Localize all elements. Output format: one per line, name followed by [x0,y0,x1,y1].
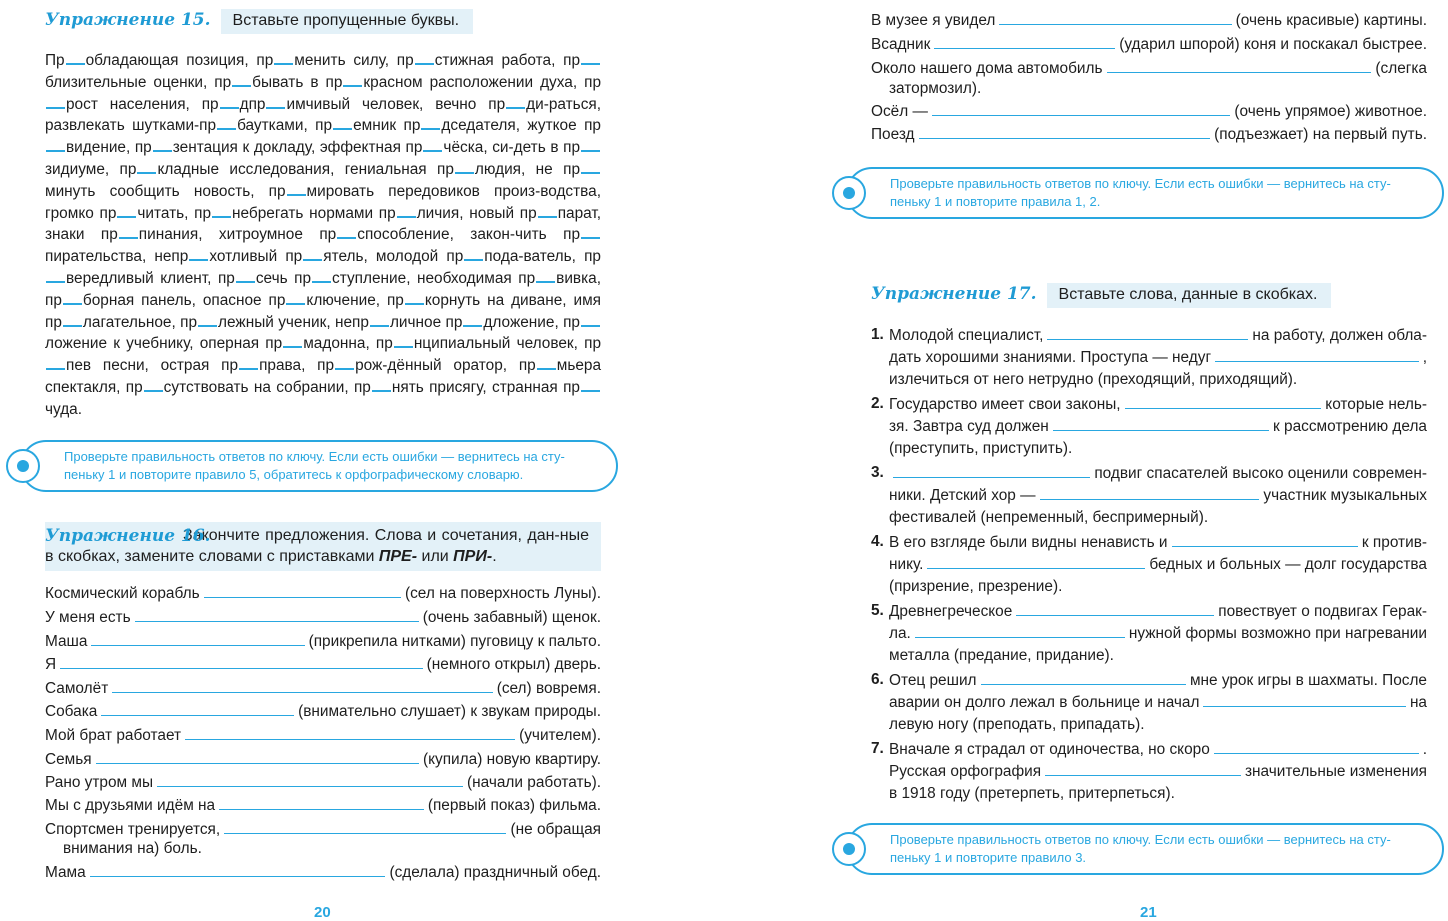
answer-blank[interactable] [1172,546,1358,547]
letter-blank[interactable] [581,137,600,152]
item-line [889,346,1427,367]
answer-blank[interactable] [999,24,1231,25]
letter-blank[interactable] [239,355,258,370]
exercise-15-header [45,9,473,34]
fill-line-end: (внимательно слушает) к звукам природы. [298,703,601,720]
fill-line-end: (купила) новую квартиру. [423,751,601,768]
fill-line-end: (ударил шпорой) коня и поскакал быстрее. [1119,36,1427,53]
letter-blank[interactable] [63,312,82,327]
item-line [889,462,1427,483]
item-line-end: к против- [1361,534,1427,551]
item-line-end: нужной формы возможно при нагревании [1128,625,1427,642]
check-note-1-text: Проверьте правильность ответов по ключу. Если есть ошибки — вернитесь на сту-пеньку 1 и повторите правило 5, обратитесь к орфографическому словарю. [64,449,565,482]
item-line [889,415,1427,436]
item-line-start: Вначале я страдал от одиночества, но скоро [889,741,1210,758]
exercise-15-text: Пр обладающая позиция, пр менить силу, пр стижная работа, прблизительные оценки, пр бывать в пр красном расположении духа, пррост населения, пр дпр имчивый человек, вечно пр ди-раться, развлекать шутками-пр баутками, пр емник пр дседателя, жуткое првидение, пр зентация к докладу, эффектная пр чёска, си-деть в прзидиуме, пр кладные исследования, гениальная пр людия, не прминуть сообщить новость, пр мировать передовиков произ-водства, громко пр читать, пр небрегать нормами пр личия, новый пр парат, знаки пр пинания, хитроумное пр способление, закон-чить прпирательства, непр хотливый пр ятель, молодой пр пода-ватель, првередливый клиент, пр сечь пр ступление, необходимая пр вивка, пр борная панель, опасное пр ключение, пр корнуть на диване, имя пр лагательное, пр лежный ученик, непр личное пр дложение, прложение к учебнику, оперная пр мадонна, пр нципиальный человек, прпев песни, острая пр права, пр рож-дённый оратор, пр мьера спектакля, пр сутствовать на собрании, пр нять присягу, странная прчуда. [45,52,602,418]
answer-blank[interactable] [1107,72,1372,73]
letter-blank[interactable] [463,312,482,327]
item-line-end: , [1422,349,1427,366]
item-line-last: (призрение, презрение). [889,578,1063,595]
letter-blank[interactable] [581,159,600,174]
item-line-last: фестивалей (непременный, беспримерный). [889,509,1209,526]
check-note-3 [846,823,1444,875]
item-line-last: в 1918 году (претерпеть, притерпеться). [889,785,1175,802]
letter-blank[interactable] [46,137,65,152]
letter-blank[interactable] [46,94,65,109]
letter-blank[interactable] [370,312,389,327]
fill-line [45,677,601,698]
item-line-start: нику. [889,556,924,573]
letter-blank[interactable] [117,203,136,218]
letter-blank[interactable] [405,290,424,305]
item-line-end: повествует о подвигах Герак- [1218,603,1427,620]
letter-blank[interactable] [335,355,354,370]
answer-blank[interactable] [1215,361,1419,362]
answer-blank[interactable] [96,763,419,764]
answer-blank[interactable] [1016,615,1214,616]
fill-line [45,630,601,651]
item-number: 2. [871,395,884,412]
letter-blank[interactable] [274,50,293,65]
answer-blank[interactable] [204,597,401,598]
exercise-16-task-text: Закончите предложения. Слова и сочетания, дан-ные в скобках, замените словами с приставками [45,527,589,565]
item-line-end: . [1422,741,1427,758]
letter-blank[interactable] [66,50,85,65]
answer-blank[interactable] [893,477,1090,478]
letter-blank[interactable] [455,159,474,174]
fill-line-start: Маша [45,633,88,650]
item-number: 7. [871,740,884,757]
answer-blank[interactable] [157,786,463,787]
item-line-end: которые нель- [1325,396,1427,413]
item-line-last: (преступить, приступить). [889,440,1073,457]
answer-blank[interactable] [1040,499,1260,500]
item-number: 5. [871,602,884,619]
letter-blank[interactable] [46,268,65,283]
fill-line-start: Всадник [871,36,931,53]
answer-blank[interactable] [91,645,304,646]
letter-blank[interactable] [506,94,525,109]
page-number-right: 21 [1140,904,1157,921]
letter-blank[interactable] [119,224,138,239]
answer-blank[interactable] [934,48,1115,49]
fill-line-start: Осёл — [871,103,928,120]
letter-blank[interactable] [397,203,416,218]
fill-line-end: (подъезжает) на первый путь. [1214,126,1427,143]
exercise-16-number: Упражнение 16. [45,526,211,546]
letter-blank[interactable] [220,94,239,109]
letter-blank[interactable] [287,181,306,196]
item-line-last: левую ногу (преподать, припадать). [889,716,1145,733]
check-note-3-text: Проверьте правильность ответов по ключу. Если есть ошибки — вернитесь на сту-пеньку 1 и повторите правило 3. [890,832,1391,865]
answer-blank[interactable] [919,138,1211,139]
item-line-end: к рассмотрению дела [1273,418,1427,435]
fill-line-start: Поезд [871,126,915,143]
target-icon [6,449,40,483]
fill-line [45,606,601,627]
answer-blank[interactable] [932,115,1230,116]
item-line-end: участник музыкальных [1263,487,1427,504]
fill-line-start: Рано утром мы [45,774,154,791]
letter-blank[interactable] [423,137,442,152]
fill-line-end: (сел на поверхность Луны). [404,585,601,602]
answer-blank[interactable] [101,715,294,716]
prefix-pri: ПРИ- [453,548,493,565]
item-line [889,393,1427,414]
answer-blank[interactable] [1214,753,1419,754]
item-line-end: бедных и больных — долг государства [1149,556,1427,573]
prefix-pre: ПРЕ- [378,548,418,565]
item-line [889,738,1427,759]
answer-blank[interactable] [981,684,1186,685]
item-line [889,600,1427,621]
exercise-17-task: Вставьте слова, данные в скобках. [1047,283,1332,308]
item-line-end: значительные изменения [1245,763,1427,780]
letter-blank[interactable] [581,377,600,392]
exercise-17-header [871,283,1331,308]
item-line-last: металла (предание, придание). [889,647,1114,664]
check-note-2 [846,167,1444,219]
letter-blank[interactable] [46,355,65,370]
item-line [889,531,1427,552]
item-line-end: подвиг спасателей высоко оценили современ- [1094,465,1427,482]
letter-blank[interactable] [63,290,82,305]
letter-blank[interactable] [581,50,600,65]
exercise-17-number: Упражнение 17. [871,284,1037,304]
fill-line-end: (сделала) праздничный обед. [389,864,601,881]
fill-line-end: (учителем). [519,727,601,744]
letter-blank[interactable] [415,50,434,65]
letter-blank[interactable] [303,246,322,261]
answer-blank[interactable] [1045,775,1241,776]
letter-blank[interactable] [312,268,331,283]
fill-line [45,748,601,769]
answer-blank[interactable] [927,568,1145,569]
answer-blank[interactable] [1047,339,1248,340]
letter-blank[interactable] [232,72,251,87]
answer-blank[interactable] [224,833,506,834]
item-line [889,484,1427,505]
target-icon [832,176,866,210]
item-line-start: аварии он долго лежал в больнице и начал [889,694,1200,711]
fill-line-start: Собака [45,703,98,720]
item-number: 6. [871,671,884,688]
letter-blank[interactable] [581,224,600,239]
fill-line-end: (немного открыл) дверь. [426,656,601,673]
answer-blank[interactable] [60,668,423,669]
item-line-start: Государство имеет свои законы, [889,396,1121,413]
item-line-start: дать хорошими знаниями. Проступа — недуг [889,349,1212,366]
item-line [889,691,1427,712]
fill-line-end: (не обращая [510,821,601,838]
fill-line-end: (очень красивые) картины. [1235,12,1427,29]
letter-blank[interactable] [198,312,217,327]
answer-blank[interactable] [112,692,492,693]
item-line-end: мне урок игры в шахматы. После [1189,672,1427,689]
answer-blank[interactable] [1053,430,1269,431]
fill-line-start: Около нашего дома автомобиль [871,60,1103,77]
fill-line-start: У меня есть [45,609,131,626]
answer-blank[interactable] [135,621,419,622]
answer-blank[interactable] [1203,706,1405,707]
letter-blank[interactable] [189,246,208,261]
fill-line [45,794,601,815]
item-line-last: излечиться от него нетрудно (преходящий, приходящий). [889,371,1298,388]
item-line [889,669,1427,690]
fill-line-end: (начали работать). [467,774,601,791]
fill-line-end: (очень забавный) щенок. [422,609,601,626]
fill-line-start: Мама [45,864,86,881]
item-number: 3. [871,464,884,481]
fill-line [871,33,1427,54]
fill-line [45,724,601,745]
letter-blank[interactable] [153,137,172,152]
fill-line-continuation: затормозил). [889,80,982,97]
or-word: или [417,548,454,565]
letter-blank[interactable] [394,333,413,348]
fill-line-start: Самолёт [45,680,109,697]
answer-blank[interactable] [185,739,515,740]
task-dot: . [492,548,497,565]
exercise-15-task: Вставьте пропущенные буквы. [221,9,474,34]
letter-blank[interactable] [333,115,352,130]
fill-line [45,700,601,721]
item-line-start: Молодой специалист, [889,327,1044,344]
fill-line [45,771,601,792]
fill-line-start: В музее я увидел [871,12,996,29]
item-line-start: Отец решил [889,672,977,689]
item-line-start: Русская орфография [889,763,1042,780]
exercise-15-number: Упражнение 15. [45,10,211,30]
fill-line [871,9,1427,30]
fill-line-continuation: внимания на) боль. [63,840,202,857]
letter-blank[interactable] [538,203,557,218]
answer-blank[interactable] [219,809,424,810]
item-line [889,760,1427,781]
item-line [889,622,1427,643]
answer-blank[interactable] [915,637,1125,638]
item-line-start: ла. [889,625,911,642]
fill-line [871,57,1427,78]
check-note-2-text: Проверьте правильность ответов по ключу. Если есть ошибки — вернитесь на сту-пеньку 1 и повторите правила 1, 2. [890,176,1391,209]
letter-blank[interactable] [266,94,285,109]
fill-line [871,123,1427,144]
fill-line-start: Я [45,656,57,673]
item-line [889,324,1427,345]
fill-line-end: (прикрепила нитками) пуговицу к пальто. [308,633,601,650]
fill-line-start: Семья [45,751,92,768]
exercise-16-header [45,522,620,571]
letter-blank[interactable] [286,290,305,305]
right-page [724,0,1448,920]
fill-line-end: (очень упрямое) животное. [1234,103,1427,120]
letter-blank[interactable] [343,72,362,87]
letter-blank[interactable] [421,115,440,130]
item-line-end: на работу, должен обла- [1252,327,1427,344]
item-line [889,553,1427,574]
fill-line [45,653,601,674]
fill-line-end: (первый показ) фильма. [427,797,601,814]
fill-line [871,100,1427,121]
item-line-start: В его взгляде были видны ненависть и [889,534,1168,551]
letter-blank[interactable] [337,224,356,239]
letter-blank[interactable] [464,246,483,261]
letter-blank[interactable] [212,203,231,218]
fill-line [45,818,601,839]
left-page [0,0,724,920]
item-line-start: Древнегреческое [889,603,1013,620]
fill-line-end: (сел) вовремя. [496,680,601,697]
fill-line-start: Космический корабль [45,585,200,602]
letter-blank[interactable] [144,377,163,392]
answer-blank[interactable] [1125,408,1322,409]
letter-blank[interactable] [372,377,391,392]
fill-line-start: Мой брат работает [45,727,182,744]
fill-line-start: Мы с друзьями идём на [45,797,216,814]
answer-blank[interactable] [90,876,386,877]
target-icon [832,832,866,866]
item-line-start: зя. Завтра суд должен [889,418,1049,435]
letter-blank[interactable] [537,355,556,370]
fill-line-start: Спортсмен тренируется, [45,821,221,838]
letter-blank[interactable] [217,115,236,130]
fill-line [45,582,601,603]
letter-blank[interactable] [283,333,302,348]
letter-blank[interactable] [137,159,156,174]
page-number-left: 20 [314,904,331,921]
item-number: 4. [871,533,884,550]
fill-line [45,861,601,882]
item-line-start: ники. Детский хор — [889,487,1036,504]
letter-blank[interactable] [236,268,255,283]
check-note-1 [20,440,618,492]
item-line-end: на [1409,694,1427,711]
fill-line-end: (слегка [1375,60,1427,77]
letter-blank[interactable] [536,268,555,283]
item-number: 1. [871,326,884,343]
letter-blank[interactable] [581,312,600,327]
